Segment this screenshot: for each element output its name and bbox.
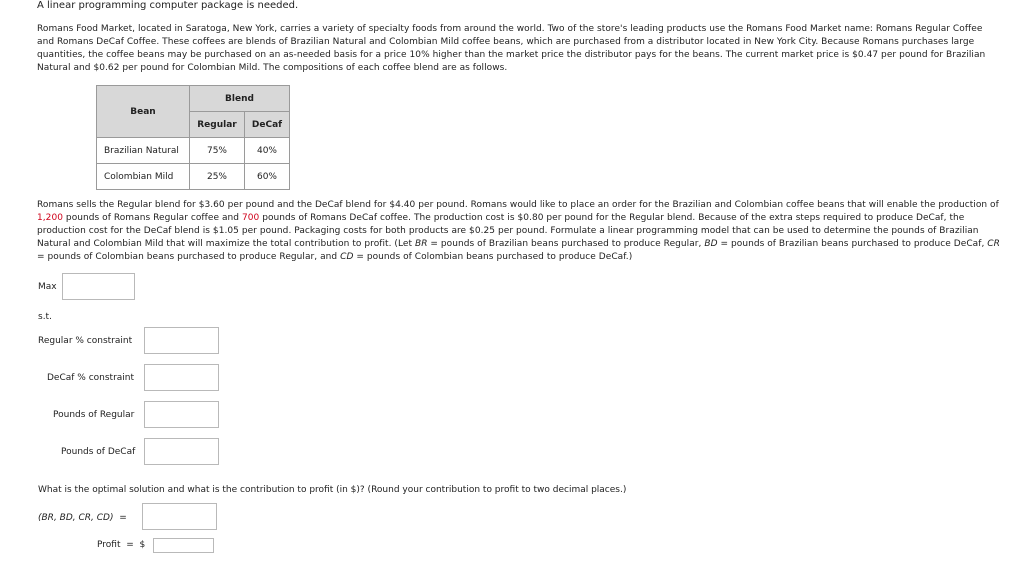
variable-bd: BD	[704, 239, 718, 249]
regular-percent: 25%	[190, 164, 245, 190]
problem-text: Romans sells the Regular blend for $3.60 per pound and the DeCaf blend for $4.40 per pound. Romans would like to place an order for the Brazilian and Colombian coffee beans that will enable the production of	[37, 200, 999, 210]
variable-cd: CD	[340, 252, 354, 262]
bean-header: Bean	[97, 86, 190, 138]
regular-percent-constraint-input[interactable]	[144, 327, 219, 354]
problem-text: pounds of Romans Regular coffee and	[63, 213, 242, 223]
decaf-percent-constraint-input[interactable]	[144, 364, 219, 391]
variable-br: BR	[414, 239, 428, 249]
problem-text: = pounds of Brazilian beans purchased to produce DeCaf,	[717, 239, 988, 249]
profit-input[interactable]	[153, 538, 214, 553]
table-row	[97, 164, 290, 190]
solution-equals: =	[119, 513, 127, 523]
regular-percent-constraint-label: Regular % constraint	[38, 336, 133, 346]
regular-quantity: 1,200	[37, 213, 64, 223]
decaf-percent: 40%	[245, 138, 290, 164]
problem-text: = pounds of Brazilian beans purchased to produce Regular,	[427, 239, 705, 249]
bean-name: Colombian Mild	[97, 164, 190, 190]
problem-paragraph	[37, 199, 1003, 264]
profit-label: Profit	[97, 540, 121, 550]
solution-row	[38, 513, 127, 523]
blend-table	[96, 85, 290, 190]
regular-percent: 75%	[190, 138, 245, 164]
objective-input[interactable]	[62, 273, 135, 300]
solution-label: (BR, BD, CR, CD)	[38, 513, 114, 523]
instruction-title: A linear programming computer package is needed.	[37, 0, 299, 11]
table-row	[97, 138, 290, 164]
max-label: Max	[38, 282, 57, 292]
question-text: What is the optimal solution and what is the contribution to profit (in $)? (Round your contribution to profit to two decimal places.)	[38, 485, 627, 495]
currency-symbol: $	[139, 540, 146, 550]
pounds-decaf-constraint-input[interactable]	[144, 438, 219, 465]
pounds-regular-constraint-input[interactable]	[144, 401, 219, 428]
pounds-decaf-constraint-label: Pounds of DeCaf	[61, 447, 136, 457]
decaf-percent-constraint-label: DeCaf % constraint	[47, 373, 135, 383]
problem-text: = pounds of Colombian beans purchased to produce Regular, and	[37, 252, 341, 262]
decaf-percent: 60%	[245, 164, 290, 190]
variable-cr: CR	[987, 239, 1000, 249]
pounds-regular-constraint-label: Pounds of Regular	[53, 410, 135, 420]
bean-name: Brazilian Natural	[97, 138, 190, 164]
profit-row	[97, 540, 145, 550]
problem-text: pounds of Romans DeCaf coffee. The production cost is $0.80 per pound for the Regular blend. Because of the extra steps required to produce DeCaf, the production cost for the DeCaf blend is $1.05 per pound. Packaging costs for both products are $0.25 per pound. Formulate a linear programming model that can be used to determine the pounds of Brazilian Natural and Colombian Mild that will maximize the total contribution to profit. (Let	[37, 213, 979, 249]
st-label: s.t.	[38, 312, 52, 322]
decaf-quantity: 700	[241, 213, 260, 223]
profit-equals: =	[126, 540, 134, 550]
problem-text: = pounds of Colombian beans purchased to produce DeCaf.)	[353, 252, 633, 262]
column-header-decaf: DeCaf	[245, 112, 290, 138]
blend-header: Blend	[190, 86, 290, 112]
intro-paragraph: Romans Food Market, located in Saratoga, New York, carries a variety of specialty foods from around the world. Two of the store's leading products use the Romans Food Market name: Romans Regular Coffee and Romans DeCaf Coffee. These coffees are blends of Brazilian Natural and Colombian Mild coffee beans, which are purchased from a distributor located in New York City. Because Romans purchases large quantities, the coffee beans may be purchased on an as-needed basis for a price 10% higher than the market price the distributor pays for the beans. The current market price is $0.47 per pound for Brazilian Natural and $0.62 per pound for Colombian Mild. The compositions of each coffee blend are as follows.	[37, 24, 986, 73]
solution-input[interactable]	[142, 503, 217, 530]
column-header-regular: Regular	[190, 112, 245, 138]
